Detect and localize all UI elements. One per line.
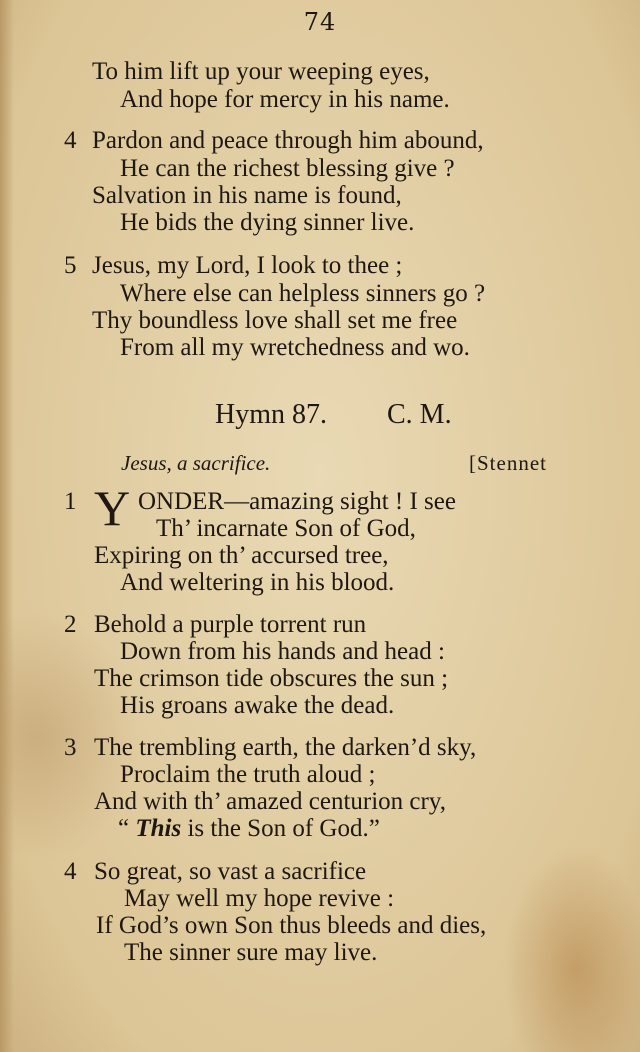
verse-line: From all my wretchedness and wo. [120, 334, 470, 361]
verse-line-quote [118, 815, 380, 842]
verse-line: Where else can helpless sinners go ? [120, 280, 486, 307]
drop-cap: Y [94, 480, 131, 536]
page-edge-shadow [0, 0, 14, 1052]
verse-line: Pardon and peace through him abound, [92, 127, 484, 154]
verse-line: And with th’ amazed centurion cry, [94, 788, 446, 815]
verse-line: Salvation in his name is found, [92, 182, 402, 209]
verse-line: Thy boundless love shall set me free [92, 307, 458, 334]
verse-number: 3 [64, 734, 77, 761]
verse-line: If God’s own Son thus bleeds and dies, [96, 912, 487, 939]
verse-line: To him lift up your weeping eyes, [92, 58, 430, 85]
verse-line: Jesus, my Lord, I look to thee ; [92, 252, 403, 279]
hymn-author: [Stennet [469, 451, 547, 475]
quote-rest: is the Son of God.” [181, 815, 380, 842]
verse-number: 4 [64, 858, 77, 885]
verse-line: May well my hope revive : [124, 885, 395, 912]
verse-line: Expiring on th’ accursed tree, [94, 542, 389, 569]
verse-number: 2 [64, 611, 77, 638]
verse-line: ONDER—amazing sight ! I see [138, 488, 456, 515]
verse-line: His groans awake the dead. [120, 692, 395, 719]
hymn-subject: Jesus, a sacrifice. [121, 451, 271, 475]
verse-line: So great, so vast a sacrifice [94, 858, 367, 885]
verse-line: Th’ incarnate Son of God, [156, 515, 416, 542]
verse-line: He bids the dying sinner live. [120, 209, 415, 236]
emphasis-this: This [135, 815, 182, 842]
verse-line: He can the richest blessing give ? [120, 155, 455, 182]
verse-number: 4 [64, 127, 77, 154]
verse-line: The crimson tide obscures the sun ; [94, 665, 449, 692]
verse-line: The sinner sure may live. [124, 939, 378, 966]
quote-open: “ [118, 815, 136, 842]
verse-number: 5 [64, 252, 77, 279]
verse-line: And hope for mercy in his name. [120, 86, 450, 113]
verse-line: Behold a purple torrent run [94, 611, 367, 638]
page-number: 74 [303, 8, 337, 36]
hymn-meter: C. M. [387, 399, 452, 430]
hymn-number: Hymn 87. [215, 399, 327, 430]
verse-line: The trembling earth, the darken’d sky, [94, 734, 477, 761]
verse-line: Down from his hands and head : [120, 638, 445, 665]
verse-number: 1 [64, 488, 77, 515]
verse-line: And weltering in his blood. [120, 569, 395, 596]
verse-line: Proclaim the truth aloud ; [120, 761, 376, 788]
